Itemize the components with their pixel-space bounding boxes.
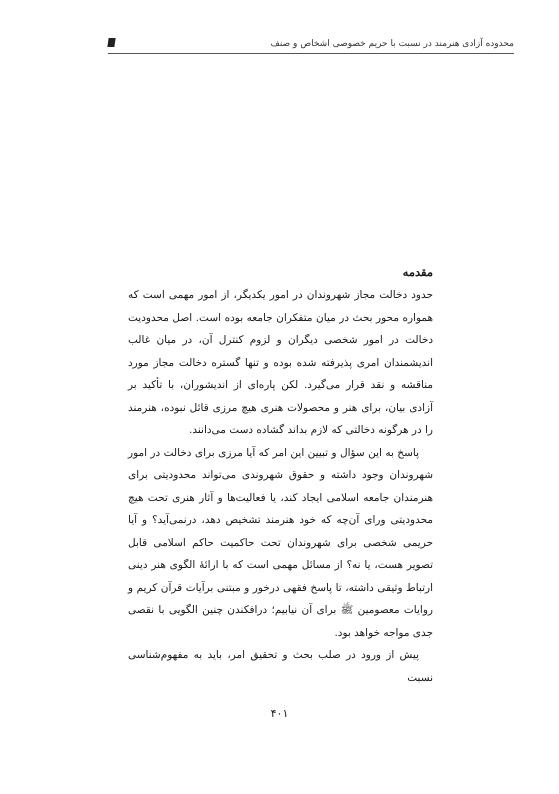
paragraph-1: حدود دخالت مجاز شهروندان در امور یکدیگر، از امور مهمی است که همواره محور بحث در میان متفکران جامعه بوده است. اصل محدودیت دخالت در امور شخصی دیگران و لزوم کنترل آن، در میان غالب اندیشمندان امری پذیرفته شده بوده و تنها گستره دخالت مجاز مورد مناقشه و نقد قرار می‌گیرد. لکن پاره‌ای از اندیشوران، با تأکید بر آزادی بیان، برای هنر و محصولات هنری هیچ مرزی قائل نبوده، هنرمند را در هرگونه دخالتی که لازم بداند گشاده دست می‌دانند.: [128, 289, 433, 436]
page-number: ۴۰۱: [270, 707, 289, 720]
section-heading: مقدمه: [402, 265, 433, 279]
header-ornament-icon: [107, 38, 115, 47]
running-title: محدوده آزادی هنرمند در نسبت با حریم خصوصی اشخاص و صنف: [270, 39, 514, 49]
page-body: [128, 262, 433, 689]
paragraph-3: پیش از ورود در صلب بحث و تحقیق امر، باید به مفهوم‌شناسی نسبت: [128, 649, 433, 684]
paragraph-2: پاسخ به این سؤال و تبیین این امر که آیا مرزی برای دخالت در امور شهروندان وجود داشته و حقوق شهروندی می‌تواند محدودیتی برای هنرمندان جامعه اسلامی ایجاد کند، یا فعالیت‌ها و آثار هنری تحت هیچ محدودیتی ورای آن‌چه که خود هنرمند تشخیص دهد، درنمی‌آید؟ و آیا حریمی شخصی برای شهروندان تحت حاکمیت حاکم اسلامی قابل تصویر هست، یا نه؟ از مسائل مهمی است که با ارائهٔ الگوی هنر دینی ارتباط وثیقی داشته، تا پاسخ فقهی درخور و مبتنی برآیات قرآن کریم و روایات معصومین ﷺ برای آن نیابیم؛ درافکندن چنین الگویی با نقصی جدی مواجه خواهد بود.: [128, 446, 433, 639]
running-header: [108, 35, 514, 54]
